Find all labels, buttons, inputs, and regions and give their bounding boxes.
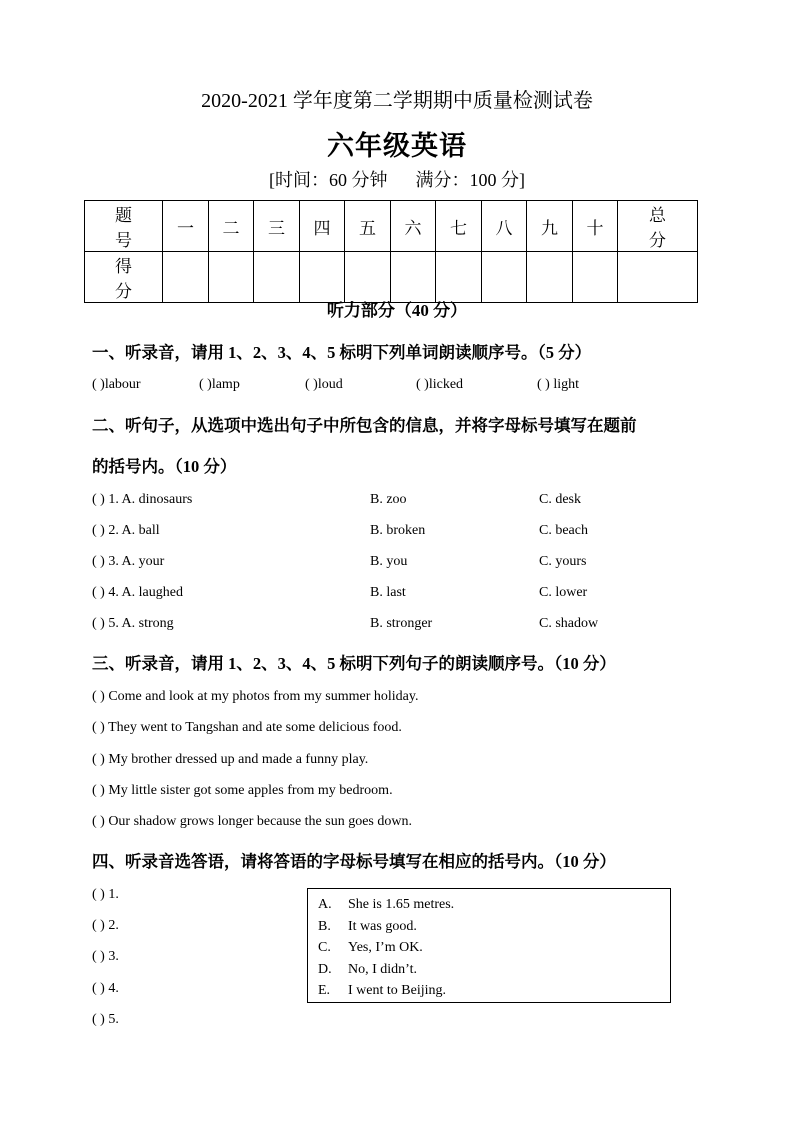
score-table (84, 200, 698, 303)
col-6: 六 (391, 201, 436, 252)
answer-blank: ( ) 3. (92, 949, 119, 964)
question-option-b: B. last (370, 585, 406, 600)
col-10: 十 (573, 201, 618, 252)
answer-option (308, 962, 670, 984)
score-table-score-row (85, 252, 698, 303)
word-item: ( )loud (305, 377, 343, 392)
question-option-b: B. broken (370, 523, 426, 538)
col-1: 一 (163, 201, 209, 252)
time-limit: [时间：60 分钟 (269, 170, 388, 190)
score-cell[interactable] (345, 252, 391, 303)
answer-blank: ( ) 5. (92, 1012, 119, 1027)
score-cell[interactable] (436, 252, 482, 303)
question-option-b: B. zoo (370, 492, 407, 507)
score-cell[interactable] (300, 252, 345, 303)
option-text: No, I didn’t. (348, 961, 417, 977)
score-cell[interactable] (482, 252, 527, 303)
answer-option (308, 983, 670, 1005)
score-cell-total[interactable] (618, 252, 698, 303)
question-option-b: B. stronger (370, 616, 433, 631)
answer-blank: ( ) 1. (92, 887, 119, 902)
option-letter: B. (318, 918, 331, 934)
score-cell[interactable] (527, 252, 573, 303)
question-option-a: ( ) 4. A. laughed (92, 585, 183, 600)
col-2: 二 (209, 201, 254, 252)
option-text: It was good. (348, 918, 417, 934)
question-option-c: C. desk (539, 492, 581, 507)
score-cell[interactable] (163, 252, 209, 303)
question-option-c: C. shadow (539, 616, 599, 631)
word-item: ( )labour (92, 377, 141, 392)
answer-option (308, 919, 670, 941)
col-7: 七 (436, 201, 482, 252)
row-label-question: 题号 (85, 201, 163, 252)
question-option-c: C. beach (539, 523, 588, 538)
option-letter: E. (318, 983, 331, 998)
subject-title: 六年级英语 (327, 131, 467, 161)
section3-heading: 三、听录音，请用 1、2、3、4、5 标明下列句子的朗读顺序号。（10 分） (92, 654, 616, 673)
question-option-c: C. yours (539, 554, 587, 569)
full-score: 满分：100 分] (415, 170, 525, 190)
answer-option (308, 940, 670, 962)
answer-option (308, 897, 670, 919)
exam-title: 2020-2021 学年度第二学期期中质量检测试卷 (201, 90, 593, 112)
answer-blank: ( ) 4. (92, 981, 119, 996)
row-label-score: 得分 (85, 252, 163, 303)
time-score-info (0, 166, 794, 192)
word-item: ( )licked (416, 377, 464, 392)
col-3: 三 (254, 201, 300, 252)
answer-blank: ( ) 2. (92, 918, 119, 933)
col-5: 五 (345, 201, 391, 252)
sentence-item: ( ) My little sister got some apples from my bedroom. (92, 783, 393, 798)
option-letter: D. (318, 961, 332, 977)
section2-heading-line2: 的括号内。（10 分） (92, 457, 237, 476)
question-option-b: B. you (370, 554, 408, 569)
option-letter: A. (318, 897, 332, 912)
listening-section-title: 听力部分（40 分） (326, 301, 468, 320)
option-text: She is 1.65 metres. (348, 897, 455, 912)
col-8: 八 (482, 201, 527, 252)
sentence-item: ( ) My brother dressed up and made a funny play. (92, 752, 369, 767)
section2-heading-line1: 二、听句子，从选项中选出句子中所包含的信息，并将字母标号填写在题前 (92, 416, 637, 435)
option-text: Yes, I’m OK. (348, 940, 423, 955)
sentence-item: ( ) Come and look at my photos from my summer holiday. (92, 689, 419, 704)
score-table-header-row (85, 201, 698, 252)
col-4: 四 (300, 201, 345, 252)
question-option-a: ( ) 2. A. ball (92, 523, 160, 538)
option-text: I went to Beijing. (348, 983, 446, 998)
score-cell[interactable] (209, 252, 254, 303)
sentence-item: ( ) Our shadow grows longer because the sun goes down. (92, 814, 412, 829)
score-cell[interactable] (573, 252, 618, 303)
question-option-a: ( ) 3. A. your (92, 554, 165, 569)
answer-options-box (307, 888, 671, 1003)
col-total: 总分 (618, 201, 698, 252)
option-letter: C. (318, 940, 331, 955)
question-option-a: ( ) 5. A. strong (92, 616, 174, 631)
sentence-item: ( ) They went to Tangshan and ate some delicious food. (92, 720, 402, 735)
section1-heading: 一、听录音，请用 1、2、3、4、5 标明下列单词朗读顺序号。（5 分） (92, 343, 592, 362)
score-cell[interactable] (391, 252, 436, 303)
word-item: ( ) light (537, 377, 579, 392)
score-cell[interactable] (254, 252, 300, 303)
question-option-c: C. lower (539, 585, 588, 600)
col-9: 九 (527, 201, 573, 252)
word-item: ( )lamp (199, 377, 240, 392)
question-option-a: ( ) 1. A. dinosaurs (92, 492, 193, 507)
section4-heading: 四、听录音选答语，请将答语的字母标号填写在相应的括号内。（10 分） (92, 852, 616, 871)
